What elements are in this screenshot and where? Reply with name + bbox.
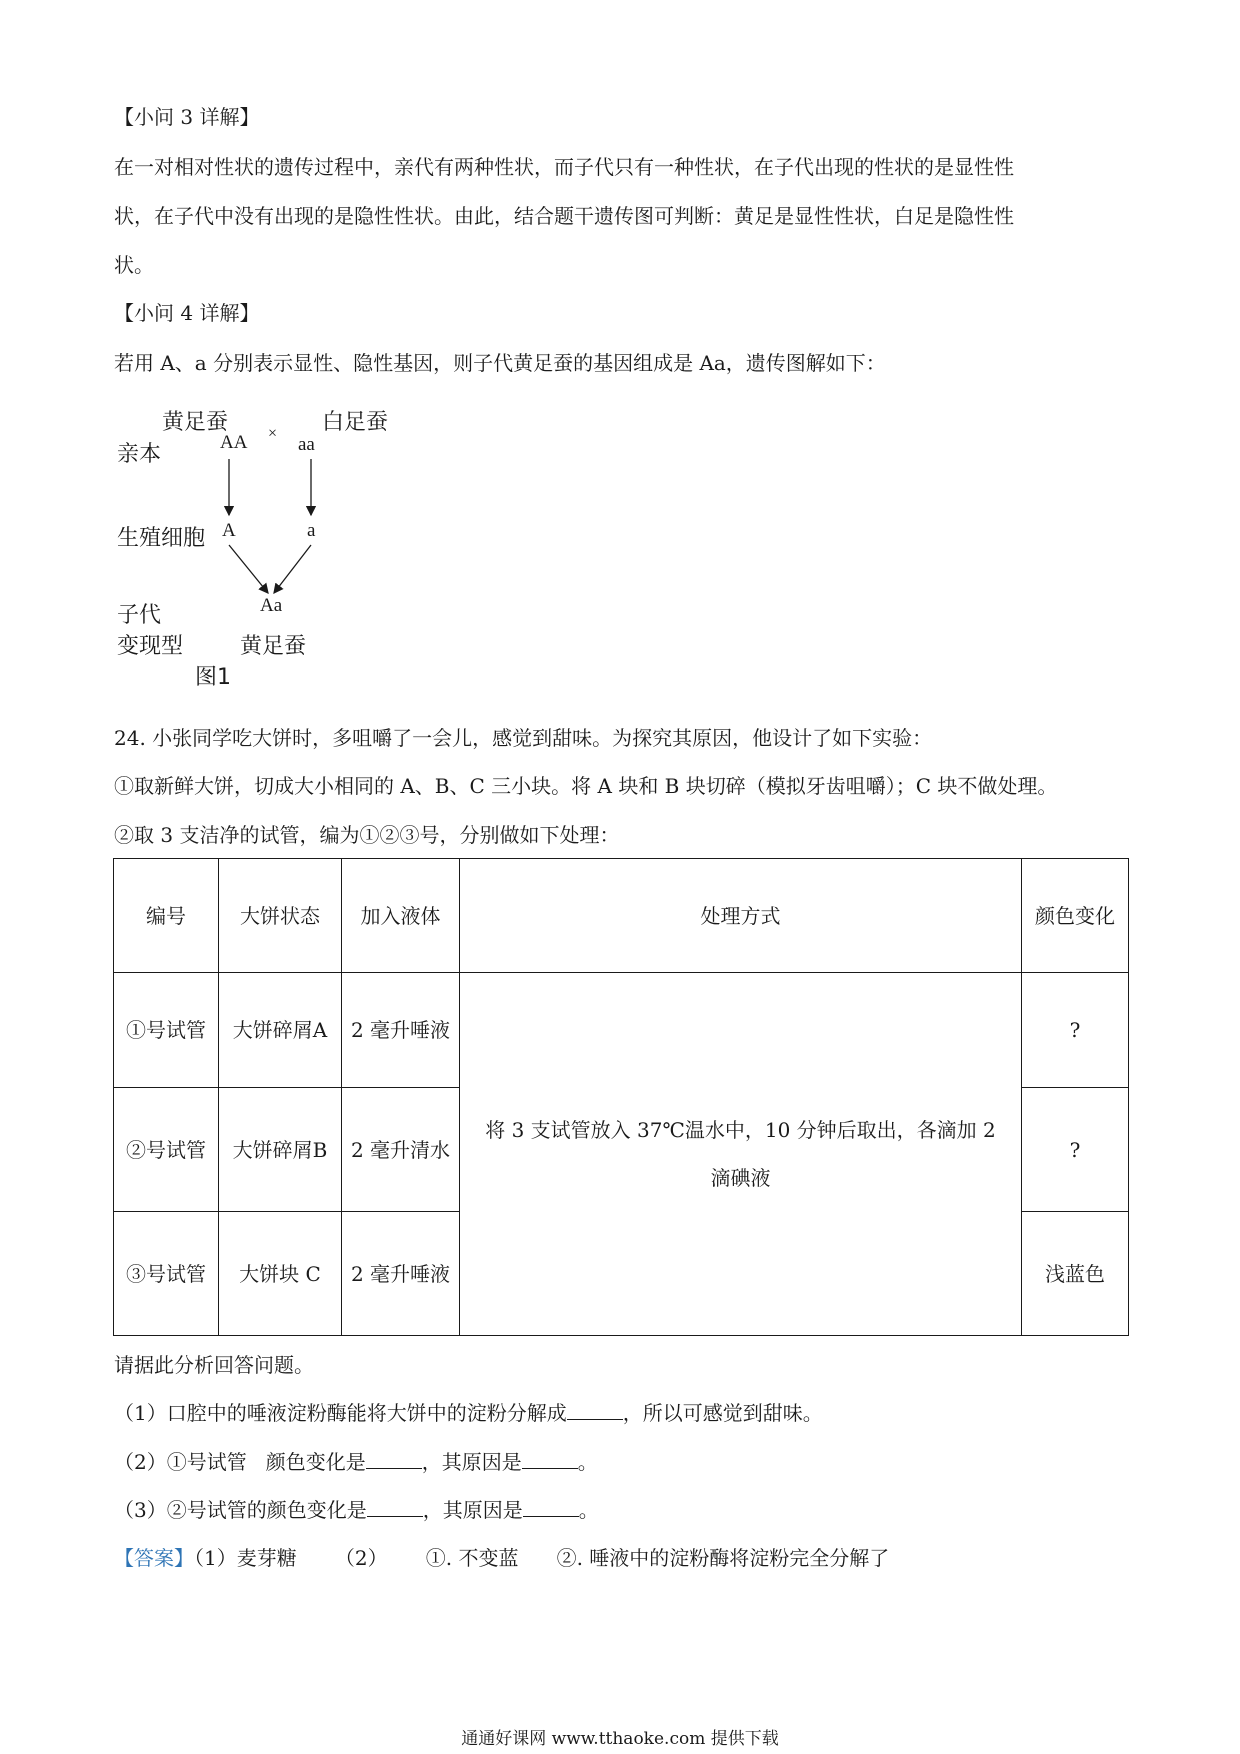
- row3-state: 大饼块 C: [219, 1212, 342, 1336]
- experiment-table: [113, 858, 1129, 1336]
- answer-line: [114, 1545, 889, 1571]
- q2-text-a: （2）①号试管 颜色变化是: [114, 1450, 366, 1474]
- row1-id: ①号试管: [114, 973, 219, 1088]
- questions-intro: 请据此分析回答问题。: [114, 1353, 314, 1377]
- q3-blank-1: [367, 1498, 423, 1517]
- q2-text-c: 。: [577, 1450, 598, 1474]
- row3-liquid: 2 毫升唾液: [342, 1212, 460, 1336]
- row2-id: ②号试管: [114, 1088, 219, 1212]
- arrow-gamete2-to-offspring: [274, 545, 311, 593]
- arrow-gamete1-to-offspring: [229, 545, 268, 593]
- gamete1: A: [222, 520, 236, 541]
- section3-heading: 【小问 3 详解】: [114, 105, 260, 129]
- question24-line1: 24. 小张同学吃大饼时，多咀嚼了一会儿，感觉到甜味。为探究其原因，他设计了如下实验：: [114, 726, 933, 750]
- q1-text-b: ，所以可感觉到甜味。: [622, 1401, 823, 1425]
- question24-line2: ①取新鲜大饼，切成大小相同的 A、B、C 三小块。将 A 块和 B 块切碎（模拟牙齿咀嚼）；C 块不做处理。: [114, 774, 1058, 798]
- section3-line2: 状，在子代中没有出现的是隐性性状。由此，结合题干遗传图可判断：黄足是显性性状，白足是隐性性: [114, 204, 1014, 228]
- parent2-genotype: aa: [298, 434, 315, 455]
- table-row: [114, 973, 1129, 1088]
- answer-tag: 【答案】: [114, 1546, 194, 1570]
- header-liquid: 加入液体: [342, 859, 460, 973]
- header-color: 颜色变化: [1022, 859, 1129, 973]
- question-2: [114, 1449, 598, 1475]
- section4-line1: 若用 A、a 分别表示显性、隐性基因，则子代黄足蚕的基因组成是 Aa，遗传图解如下：: [114, 351, 886, 375]
- row2-color: ?: [1022, 1088, 1129, 1212]
- q3-text-a: （3）②号试管的颜色变化是: [114, 1498, 367, 1522]
- q2-blank-1: [366, 1450, 422, 1469]
- header-state: 大饼状态: [219, 859, 342, 973]
- gamete2: a: [307, 520, 316, 541]
- section3-line3: 状。: [114, 253, 154, 277]
- q1-blank: [567, 1401, 623, 1420]
- parent1-genotype: AA: [220, 432, 248, 453]
- q2-text-b: ，其原因是: [421, 1450, 522, 1474]
- table-header-row: [114, 859, 1129, 973]
- section4-heading: 【小问 4 详解】: [114, 301, 260, 325]
- row-label-offspring: 子代: [117, 603, 162, 628]
- answer-text: （1）麦芽糖 （2） ①. 不变蓝 ②. 唾液中的淀粉酶将淀粉完全分解了: [194, 1546, 890, 1570]
- row2-state: 大饼碎屑B: [219, 1088, 342, 1212]
- cross-symbol: ×: [268, 425, 278, 442]
- offspring-phenotype: 黄足蚕: [240, 634, 307, 659]
- parent1-name: 黄足蚕: [162, 410, 229, 435]
- section3-line1: 在一对相对性状的遗传过程中，亲代有两种性状，而子代只有一种性状，在子代出现的性状的是显性性: [114, 155, 1014, 179]
- row-label-parents: 亲本: [117, 442, 162, 467]
- offspring-genotype: Aa: [260, 595, 283, 616]
- row-label-phenotype: 变现型: [117, 634, 184, 659]
- row1-liquid: 2 毫升唾液: [342, 973, 460, 1088]
- row3-color: 浅蓝色: [1022, 1212, 1129, 1336]
- treatment-cell: 将 3 支试管放入 37℃温水中，10 分钟后取出，各滴加 2 滴碘液: [460, 973, 1022, 1336]
- figure-label: 图1: [195, 665, 231, 690]
- q3-text-b: ，其原因是: [422, 1498, 523, 1522]
- question-3: [114, 1497, 599, 1523]
- row-label-gametes: 生殖细胞: [117, 526, 206, 551]
- row1-color: ?: [1022, 973, 1129, 1088]
- parent2-name: 白足蚕: [322, 410, 389, 435]
- row3-id: ③号试管: [114, 1212, 219, 1336]
- question24-line3: ②取 3 支洁净的试管，编为①②③号，分别做如下处理：: [114, 823, 620, 847]
- row2-liquid: 2 毫升清水: [342, 1088, 460, 1212]
- q3-blank-2: [523, 1498, 579, 1517]
- genetic-diagram: [110, 395, 410, 695]
- q1-text-a: （1）口腔中的唾液淀粉酶能将大饼中的淀粉分解成: [114, 1401, 567, 1425]
- question-1: [114, 1400, 823, 1426]
- q3-text-c: 。: [578, 1498, 599, 1522]
- header-id: 编号: [114, 859, 219, 973]
- row1-state: 大饼碎屑A: [219, 973, 342, 1088]
- diagram-arrows: [110, 395, 410, 695]
- header-treatment: 处理方式: [460, 859, 1022, 973]
- q2-blank-2: [522, 1450, 578, 1469]
- page-footer: 通通好课网 www.tthaoke.com 提供下载: [461, 1729, 779, 1749]
